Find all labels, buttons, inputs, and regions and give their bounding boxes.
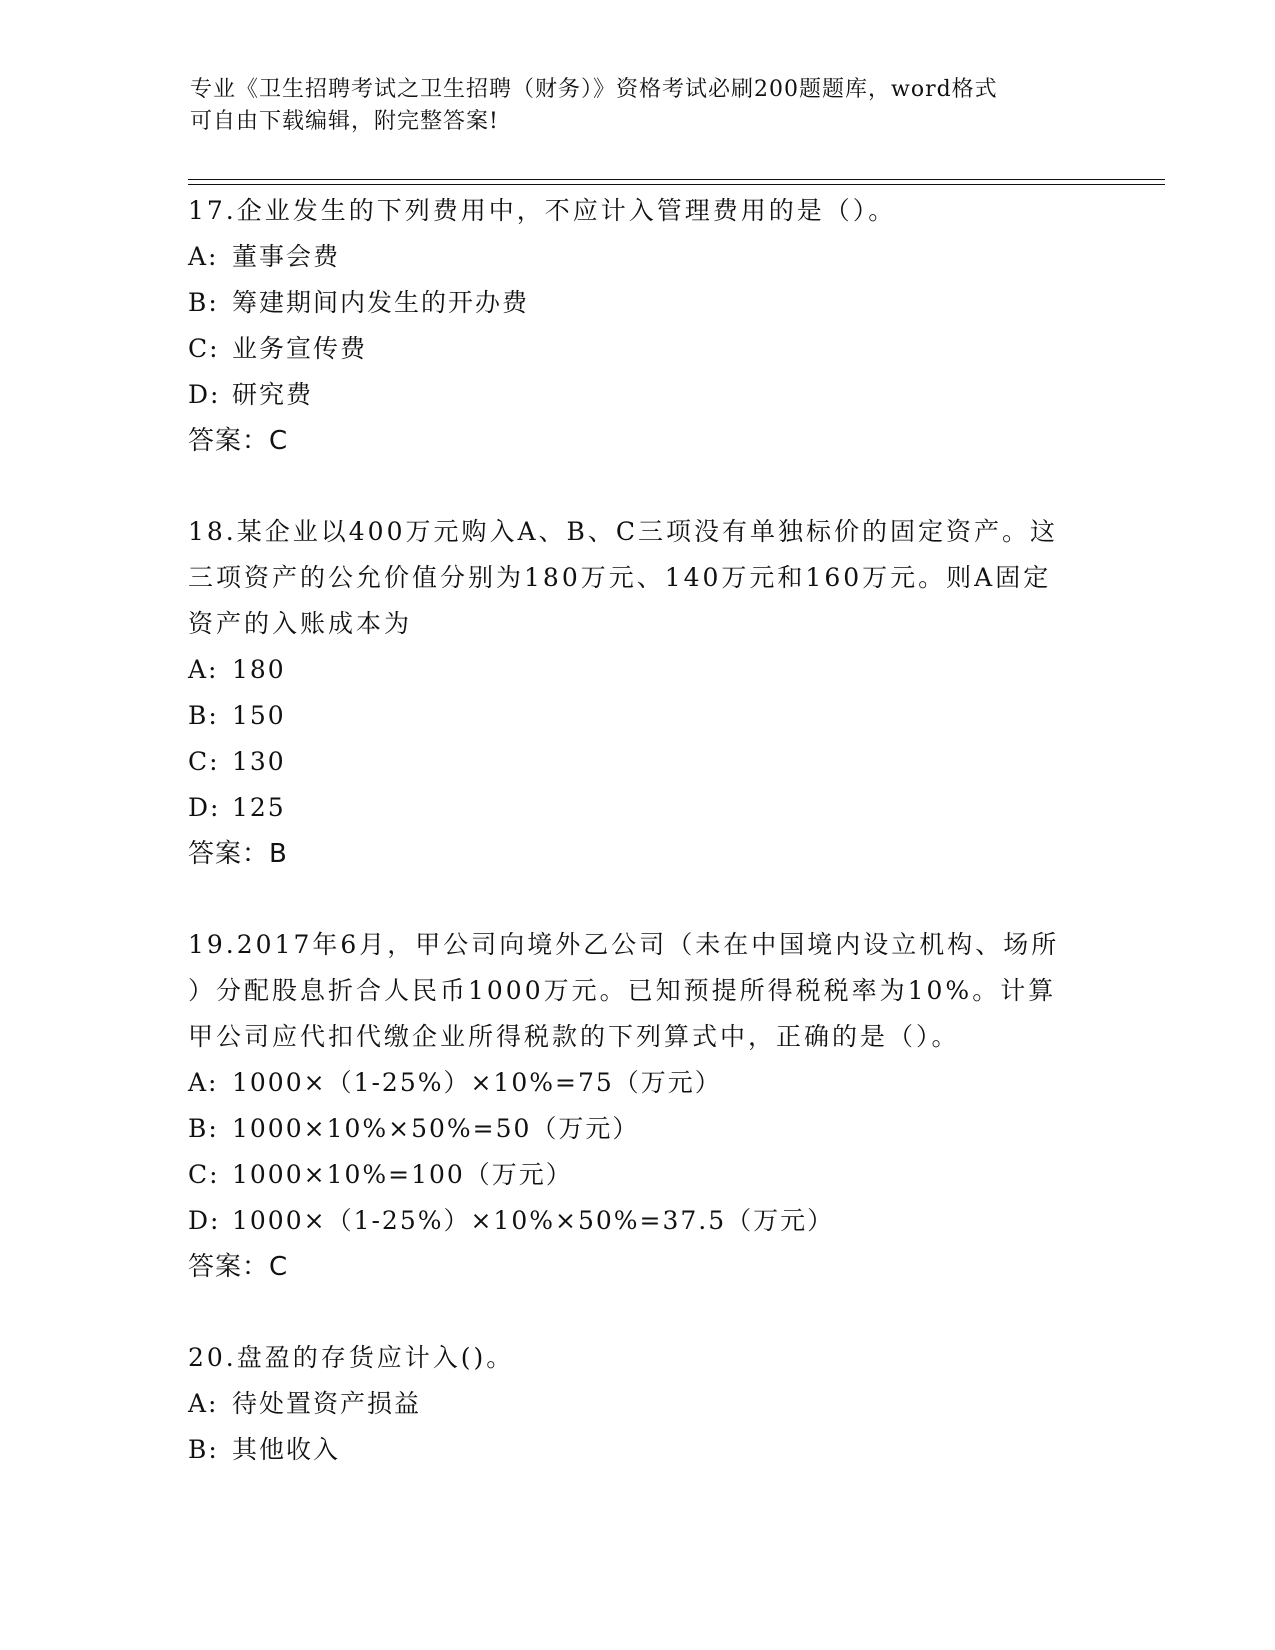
question-text: 20.盘盈的存货应计入()。 xyxy=(188,1343,515,1372)
option-text: 1000×10%×50%=50（万元） xyxy=(232,1114,640,1143)
option-text: 筹建期间内发生的开办费 xyxy=(232,288,530,317)
option-c xyxy=(188,1152,1088,1198)
question-text-line-2: 三项资产的公允价值分别为180万元、140万元和160万元。则A固定 xyxy=(188,563,1052,592)
option-text: 125 xyxy=(232,793,286,822)
option-key: B: xyxy=(188,701,219,730)
option-key: A: xyxy=(188,1068,219,1097)
option-text: 业务宣传费 xyxy=(232,334,368,363)
option-text: 180 xyxy=(232,655,286,684)
option-text: 待处置资产损益 xyxy=(232,1389,422,1418)
header-line-1: 专业《卫生招聘考试之卫生招聘（财务）》资格考试必刷200题题库，word格式 xyxy=(190,77,998,102)
option-key: C: xyxy=(188,747,220,776)
option-text: 150 xyxy=(232,701,286,730)
option-key: B: xyxy=(188,1435,219,1464)
option-b xyxy=(188,1427,1088,1473)
question-text-line-3: 甲公司应代扣代缴企业所得税款的下列算式中，正确的是（）。 xyxy=(188,1022,960,1051)
option-text: 其他收入 xyxy=(232,1435,341,1464)
option-text: 研究费 xyxy=(232,380,314,409)
question-19 xyxy=(188,922,1088,1290)
option-text: 1000×（1-25%）×10%=75（万元） xyxy=(232,1068,722,1097)
spacer xyxy=(188,464,1088,509)
option-b xyxy=(188,280,1088,326)
header-divider-bottom xyxy=(188,184,1165,185)
answer-label: 答案：B xyxy=(188,839,288,869)
question-text-line-2: ）分配股息折合人民币1000万元。已知预提所得税税率为10%。计算 xyxy=(188,976,1057,1005)
option-key: C: xyxy=(188,1160,220,1189)
option-key: C: xyxy=(188,334,220,363)
answer-label: 答案：C xyxy=(188,1252,289,1282)
option-c xyxy=(188,739,1088,785)
answer-label: 答案：C xyxy=(188,426,289,456)
option-a xyxy=(188,234,1088,280)
question-text-line-1: 19.2017年6月，甲公司向境外乙公司（未在中国境内设立机构、场所 xyxy=(188,930,1060,959)
question-18 xyxy=(188,509,1088,877)
option-a xyxy=(188,1381,1088,1427)
option-key: D: xyxy=(188,793,221,822)
spacer xyxy=(188,877,1088,922)
header-divider-top xyxy=(188,179,1165,180)
header-line-2: 可自由下载编辑，附完整答案! xyxy=(190,109,499,134)
option-text: 130 xyxy=(232,747,286,776)
document-header xyxy=(190,74,1090,138)
option-b xyxy=(188,693,1088,739)
question-text-line-1: 18.某企业以400万元购入A、B、C三项没有单独标价的固定资产。这 xyxy=(188,517,1059,546)
option-key: B: xyxy=(188,288,219,317)
question-list xyxy=(188,188,1088,1473)
option-key: A: xyxy=(188,655,219,684)
question-text-line-3: 资产的入账成本为 xyxy=(188,609,413,638)
spacer xyxy=(188,1290,1088,1335)
question-20 xyxy=(188,1335,1088,1473)
question-text: 17.企业发生的下列费用中，不应计入管理费用的是（）。 xyxy=(188,196,897,225)
option-b xyxy=(188,1106,1088,1152)
option-a xyxy=(188,1060,1088,1106)
option-a xyxy=(188,647,1088,693)
option-text: 董事会费 xyxy=(232,242,341,271)
question-17 xyxy=(188,188,1088,464)
option-d xyxy=(188,372,1088,418)
option-c xyxy=(188,326,1088,372)
option-key: A: xyxy=(188,1389,219,1418)
option-key: B: xyxy=(188,1114,219,1143)
option-text: 1000×10%=100（万元） xyxy=(232,1160,573,1189)
option-text: 1000×（1-25%）×10%×50%=37.5（万元） xyxy=(232,1206,835,1235)
option-key: D: xyxy=(188,1206,221,1235)
option-d xyxy=(188,1198,1088,1244)
option-d xyxy=(188,785,1088,831)
option-key: A: xyxy=(188,242,219,271)
option-key: D: xyxy=(188,380,221,409)
